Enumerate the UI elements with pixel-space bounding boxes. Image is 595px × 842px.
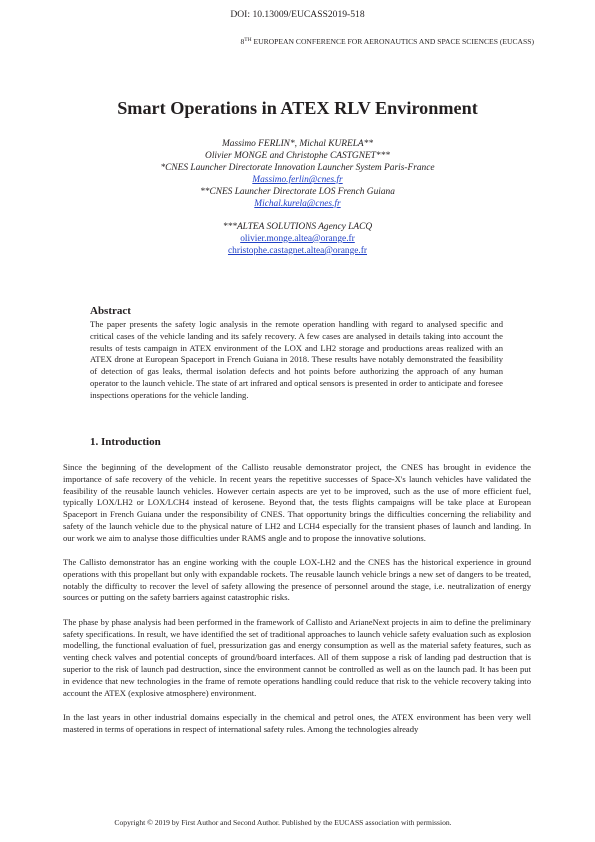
- conference-header: [186, 37, 534, 46]
- introduction-heading: 1. Introduction: [90, 436, 161, 448]
- paragraph: The Callisto demonstrator has an engine working with the couple LOX-LH2 and the CNES has the historical experience in ground operations with this propellant but only with expandable rockets. The reusable launch vehicle brings a new set of dangers to be treated, notably the difficulty to recover the level of safety allowing the presence of personnel around the stage, i.e. neutralization of energy sources or putting on the safety barriers against catastrophic risks.: [63, 557, 531, 603]
- paragraph: The phase by phase analysis had been performed in the framework of Callisto and ArianeNext projects in aim to define the preliminary safety specifications. In result, we have identified the set of traditional approaches to launch vehicle safety evaluation such as explosion modelling, the functional evaluation of fuel, pressurization gas and energy consumption as well as the material safety features, such as venting check valves and potential concepts of ground/board interfaces. All of them suppose a risk of landing pad destruction that is superior to the risk of launch pad destruction, since the environment cannot be controlled as well as on the launch pad. It has been put in evidence that new technologies in the frame of remote operations handling could reduce that risk to the vehicle recovery taking into account the ATEX (explosive atmosphere) environment.: [63, 616, 531, 698]
- abstract-heading: Abstract: [90, 305, 131, 317]
- conference-ordinal: 8: [240, 37, 245, 46]
- email-link-kurela[interactable]: Michal.kurela@cnes.fr: [254, 199, 341, 210]
- paragraph: Since the beginning of the development of the Callisto reusable demonstrator project, the CNES has brought in evidence the importance of safe recovery of the vehicle. In recent years the repetitive successes of Space-X's launch vehicles have validated the feasibility of the reusable launch vehicles. However certain aspects are yet to be improved, such as the use of more efficient fuel, typically LOX/LH2 or LOX/LCH4 instead of kerosene. Beyond that, the tests flights campaigns will be take place at European Spaceport in French Guiana under the responsibility of CNES. That opportunity brings the difficulties concerning the reliability and safety of the launch vehicle due to the physical nature of LH2 and LCH4 especially for the transient phases of launch and landing. In our work we aim to analyse those difficulties under RAMS angle and to propose the innovative solutions.: [63, 462, 531, 543]
- email-link-monge[interactable]: olivier.monge.altea@orange.fr: [240, 233, 355, 244]
- author-line-2: Olivier MONGE and Christophe CASTGNET***: [205, 151, 390, 162]
- doi-header: DOI: 10.13009/EUCASS2019-518: [230, 9, 365, 20]
- copyright-footer: Copyright © 2019 by First Author and Second Author. Published by the EUCASS association with permission.: [114, 818, 452, 827]
- email-link-ferlin[interactable]: Massimo.ferlin@cnes.fr: [252, 175, 343, 186]
- author-block: [0, 138, 595, 257]
- author-line-1: Massimo FERLIN*, Michal KURELA**: [221, 139, 374, 149]
- affiliation-cnes-paris: *CNES Launcher Directorate Innovation Launcher System Paris-France: [160, 163, 435, 174]
- paragraph: In the last years in other industrial domains especially in the chemical and petrol ones, the ATEX environment has been very well mastered in terms of operations in respect of international safety rules. Among the technologies already: [63, 711, 531, 734]
- introduction-body: [63, 462, 531, 748]
- paper-title: Smart Operations in ATEX RLV Environment: [117, 98, 478, 118]
- conference-name: EUROPEAN CONFERENCE FOR AERONAUTICS AND SPACE SCIENCES (EUCASS): [251, 37, 534, 46]
- affiliation-cnes-guiana: **CNES Launcher Directorate LOS French Guiana: [200, 187, 395, 198]
- email-link-castagnet[interactable]: christophe.castagnet.altea@orange.fr: [227, 245, 368, 256]
- affiliation-altea: ***ALTEA SOLUTIONS Agency LACQ: [222, 221, 373, 232]
- abstract-text: The paper presents the safety logic analysis in the remote operation handling with regard to analysed specific and critical cases of the vehicle landing and its safely recovery. A few cases are analysed in details taking into account the results of tests campaign in ATEX environment of the LOX and LH2 storage and productions areas realized with an ATEX drone at European Spaceport in French Guiana in 2018. These results have notably demonstrated the feasibility of detection of gas leaks, thermal isolation defects and hot points before authorizing the approach of any human operator to the launch vehicle. The state of art infrared and optical sensors is presented in order to anticipate and foresee inspections operations for the vehicle landing.: [90, 319, 503, 400]
- conference-ordinal-suffix: TH: [244, 37, 252, 43]
